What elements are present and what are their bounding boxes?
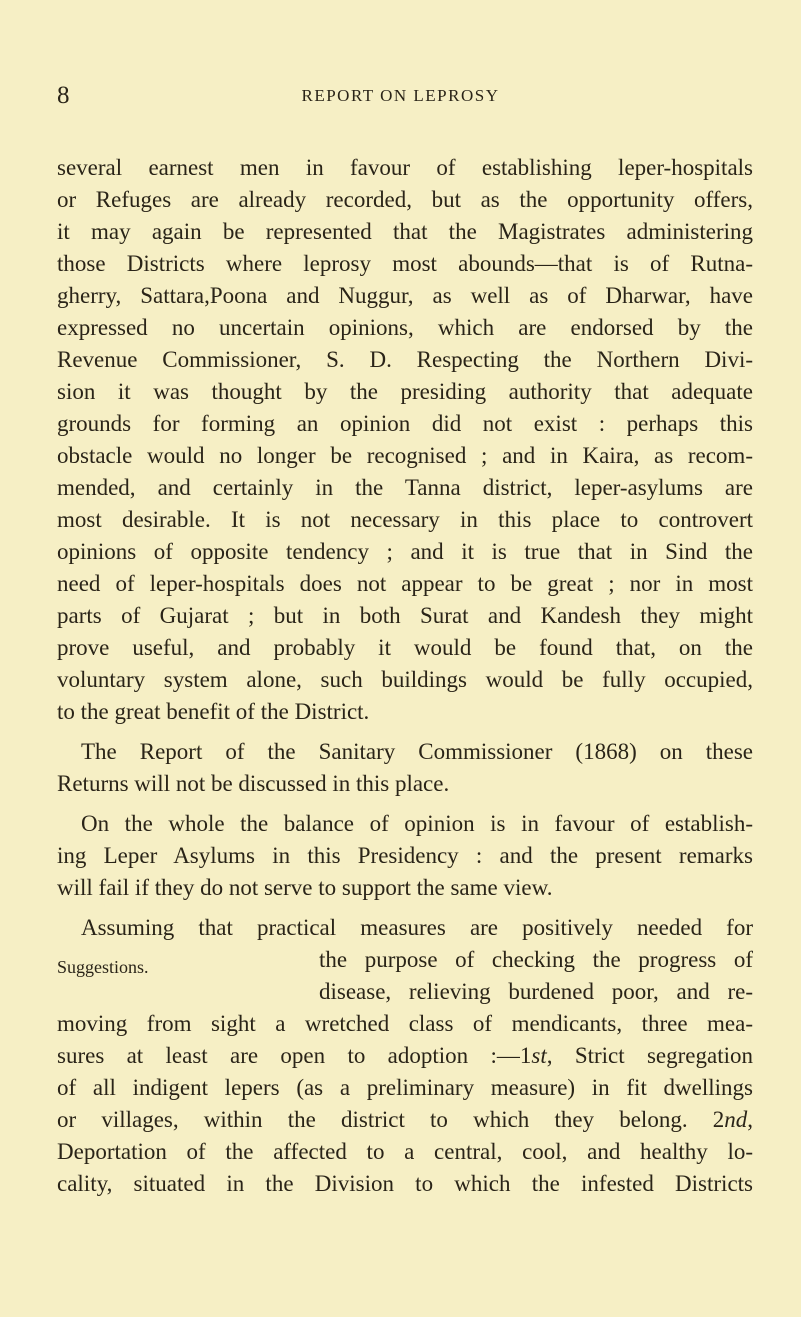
paragraph <box>57 736 753 800</box>
text-line: The Report of the Sanitary Commissioner (1868) on these <box>81 739 753 764</box>
text-line: sion it was thought by the presiding authority that adequate <box>57 379 753 404</box>
text-line: cality, situated in the Division to which the infested Districts <box>57 1171 753 1196</box>
text-line: moving from sight a wretched class of mendicants, three mea- <box>57 1011 753 1036</box>
text-segment: or villages, within the district to which they belong. 2 <box>57 1107 725 1132</box>
text-line: need of leper-hospitals does not appear to be great ; nor in most <box>57 571 753 596</box>
text-line: obstacle would no longer be recognised ; and in Kaira, as recom- <box>57 443 753 468</box>
text-line <box>57 1104 753 1136</box>
text-segment: , Strict segregation <box>546 1043 753 1068</box>
text-line: most desirable. It is not necessary in this place to controvert <box>57 507 753 532</box>
text-line: to the great benefit of the District. <box>57 699 370 724</box>
text-line: mended, and certainly in the Tanna district, leper-asylums are <box>57 475 753 500</box>
text-line <box>57 1040 753 1072</box>
running-title: REPORT ON LEPROSY <box>301 86 500 105</box>
marginal-note: Suggestions. <box>57 957 149 977</box>
text-line: those Districts where leprosy most abounds—that is of Rutna- <box>57 251 753 276</box>
text-line: On the whole the balance of opinion is in favour of establish- <box>81 811 753 836</box>
text-line: Assuming that practical measures are positively needed for <box>81 915 753 940</box>
text-line: Revenue Commissioner, S. D. Respecting the Northern Divi- <box>57 347 753 372</box>
text-segment: , <box>747 1107 753 1132</box>
text-line: parts of Gujarat ; but in both Surat and Kandesh they might <box>57 603 753 628</box>
page-number: 8 <box>57 82 70 109</box>
italic-text: st <box>531 1043 547 1068</box>
text-line: ing Leper Asylums in this Presidency : and the present remarks <box>57 843 753 868</box>
text-line: Deportation of the affected to a central, cool, and healthy lo- <box>57 1139 753 1164</box>
paragraph-suggestions <box>57 912 753 1200</box>
text-line: voluntary system alone, such buildings would be fully occupied, <box>57 667 753 692</box>
text-line: opinions of opposite tendency ; and it is true that in Sind the <box>57 539 753 564</box>
text-line: prove useful, and probably it would be found that, on the <box>57 635 753 660</box>
text-line: grounds for forming an opinion did not exist : perhaps this <box>57 411 753 436</box>
text-line: gherry, Sattara,Poona and Nuggur, as well as of Dharwar, have <box>57 283 753 308</box>
text-line: expressed no uncertain opinions, which are endorsed by the <box>57 315 753 340</box>
text-line: it may again be represented that the Magistrates administering <box>57 219 753 244</box>
page-body <box>57 152 753 1200</box>
text-segment: sures at least are open to adoption :—1 <box>57 1043 532 1068</box>
text-line: disease, relieving burdened poor, and re- <box>319 979 753 1004</box>
paragraph <box>57 152 753 728</box>
text-line: the purpose of checking the progress of <box>319 947 753 972</box>
text-line: of all indigent lepers (as a preliminary measure) in fit dwellings <box>57 1075 753 1100</box>
italic-text: nd <box>724 1107 748 1132</box>
text-line: or Refuges are already recorded, but as the opportunity offers, <box>57 187 753 212</box>
paragraph <box>57 808 753 904</box>
text-line: several earnest men in favour of establishing leper-hospitals <box>57 155 753 180</box>
text-line: Returns will not be discussed in this place. <box>57 771 450 796</box>
text-line: will fail if they do not serve to support the same view. <box>57 875 553 900</box>
